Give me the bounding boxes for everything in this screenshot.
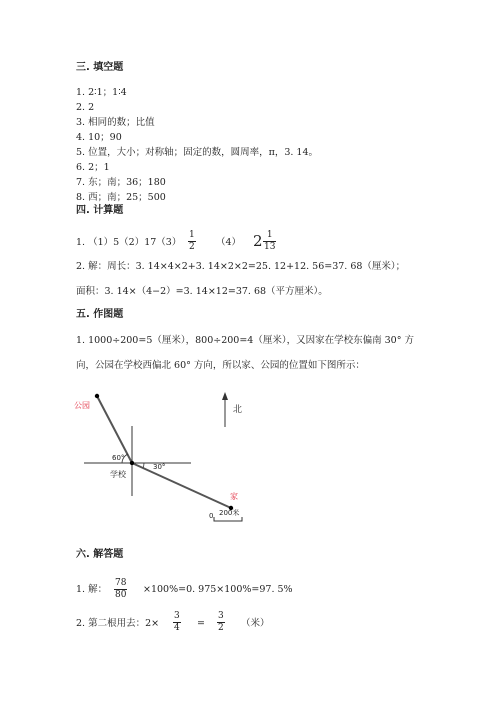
- equals-sign: =: [197, 618, 205, 629]
- fraction-numerator: 1: [189, 230, 195, 240]
- unit-label: （米）: [241, 618, 270, 629]
- fraction: [114, 579, 127, 600]
- mixed-number-fraction: [263, 231, 276, 252]
- solve-q1-rest: ×100%=0. 975×100%=97. 5%: [143, 584, 293, 595]
- school-point: [130, 461, 134, 465]
- angle-label-60: 60°: [112, 454, 125, 462]
- answer-line: 2. 2: [76, 102, 95, 113]
- mixed-number-whole: 2: [253, 232, 263, 250]
- section6-title: 六. 解答题: [76, 549, 124, 560]
- section4-title: 四. 计算题: [76, 205, 124, 216]
- fraction-denominator: 80: [115, 590, 127, 600]
- answer-line: 4. 10；90: [76, 132, 122, 143]
- solve-q1-prefix: 1. 解：: [76, 584, 108, 595]
- answer-line: 3. 相同的数；比值: [76, 117, 155, 128]
- section3-title: 三. 填空题: [76, 62, 124, 73]
- solve-q2-prefix: 2. 第二根用去：2×: [76, 618, 160, 629]
- fraction: [188, 231, 196, 252]
- north-label: 北: [233, 405, 243, 415]
- school-to-park-line: [97, 396, 132, 463]
- fraction-denominator: 13: [264, 242, 276, 252]
- drawing-explanation-line2: 向，公园在学校西偏北 60° 方向，所以家、公园的位置如下图所示：: [76, 360, 365, 371]
- fraction: [173, 612, 181, 633]
- angle-arc-30: [143, 463, 144, 468]
- section5-title: 五. 作图题: [76, 309, 124, 320]
- answer-line: 6. 2；1: [76, 162, 110, 173]
- scale-label: 200米: [219, 509, 240, 517]
- fraction-denominator: 2: [218, 623, 224, 633]
- calc-q1-part4: （4）: [216, 237, 242, 248]
- answer-line: 1. 2∶1；1∶4: [76, 87, 127, 98]
- school-to-home-line: [132, 463, 231, 508]
- answer-line: 5. 位置，大小；对称轴；固定的数，圆周率，π，3. 14。: [76, 147, 319, 158]
- calc-q1-prefix: 1. （1）5（2）17（3）: [76, 237, 182, 248]
- calc-q2-line1: 2. 解：周长：3. 14×4×2+3. 14×2×2=25. 12+12. 56=37. 68（厘米）；: [76, 261, 406, 272]
- scale-bar: [214, 517, 242, 521]
- scale-zero: 0: [209, 512, 214, 520]
- fraction: [217, 612, 225, 633]
- fraction-numerator: 3: [174, 611, 180, 621]
- calc-q2-line2: 面积：3. 14×（4−2）=3. 14×12=37. 68（平方厘米）。: [76, 286, 328, 297]
- fraction-denominator: 4: [174, 623, 180, 633]
- park-point: [95, 394, 99, 398]
- fraction-numerator: 1: [266, 230, 273, 240]
- school-label: 学校: [110, 470, 126, 479]
- fraction-numerator: 78: [115, 578, 127, 588]
- answer-line: 7. 东；南；36；180: [76, 177, 166, 188]
- angle-label-30: 30°: [153, 463, 166, 471]
- fraction-numerator: 3: [218, 611, 224, 621]
- home-label: 家: [230, 492, 238, 501]
- fraction-denominator: 2: [189, 242, 195, 252]
- park-label: 公园: [74, 401, 90, 410]
- answer-line: 8. 西；南；25；500: [76, 192, 166, 203]
- drawing-explanation-line1: 1. 1000÷200=5（厘米），800÷200=4（厘米），又因家在学校东偏南 30° 方: [76, 335, 414, 346]
- location-diagram: [70, 388, 260, 528]
- north-arrow-icon: [222, 392, 228, 400]
